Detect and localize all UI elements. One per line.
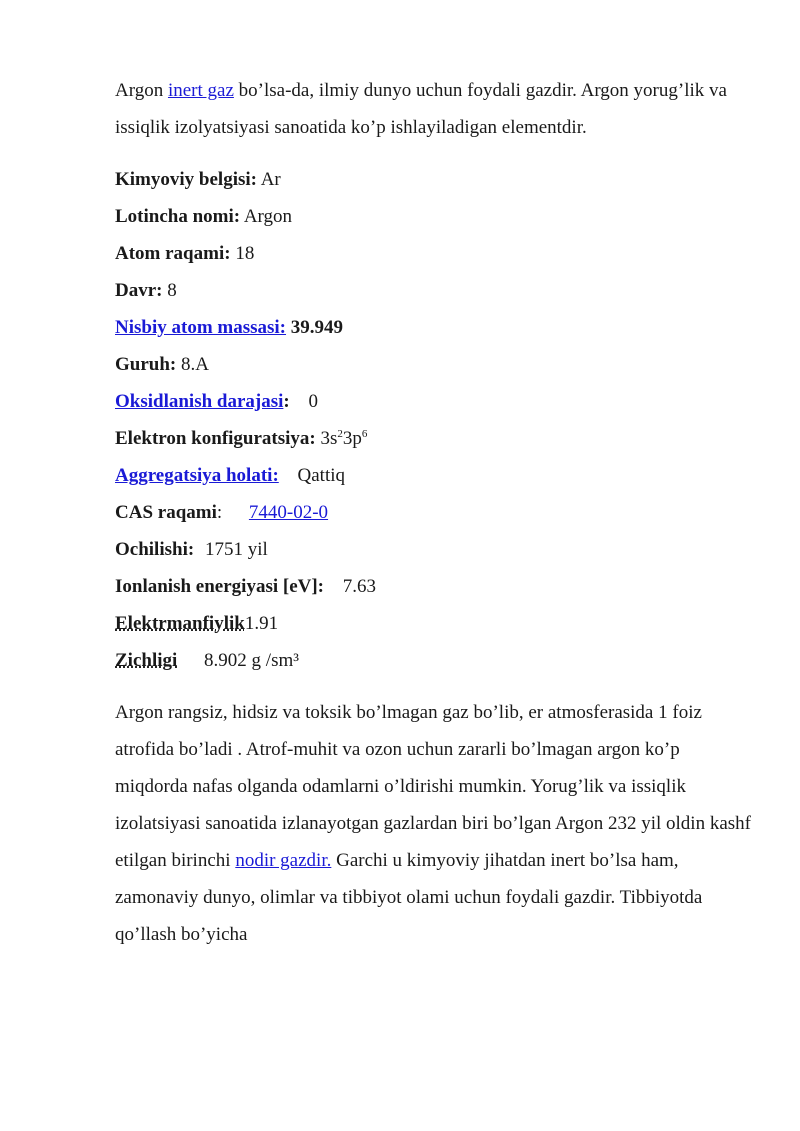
intro-text-end: bo’lsa-da, ilmiy dunyo uchun foydali gazdir. Argon yorug’lik va issiqlik izolyatsiyasi sanoatida ko’p ishlayiladigan elementdir.: [115, 80, 727, 138]
property-group: [115, 346, 755, 383]
body-text-end: Garchi u kimyoviy jihatdan inert bo’lsa ham, zamonaviy dunyo, olimlar va tibbiyot olami uchun foydali gazdir. Tibbiyotda qo’llash bo’yicha: [115, 850, 703, 945]
symbol-value: Ar: [260, 169, 281, 190]
electron-configuration-value: [321, 428, 368, 449]
property-aggregation-state: [115, 457, 755, 494]
properties-list: [115, 161, 755, 679]
oxidation-state-link[interactable]: Oksidlanish darajasi: [115, 391, 284, 412]
density-value: 8.902 g /sm³: [204, 650, 299, 671]
ionization-energy-value: 7.63: [342, 576, 376, 597]
property-electronegativity: [115, 605, 755, 642]
body-text-start: Argon rangsiz, hidsiz va toksik bo’lmagan gaz bo’lib, er atmosferasida 1 foiz atrofida bo’ladi . Atrof-muhit va ozon uchun zararli bo’lmagan argon ko’p miqdorda nafas olganda odamlarni o’ldirishi mumkin. Yorug’lik va issiqlik izolatsiyasi sanoatida izlanayotgan gazlardan biri bo’lgan Argon 232 yil oldin kashf etilgan birinchi: [115, 702, 751, 871]
inert-gaz-link[interactable]: inert gaz: [167, 80, 234, 101]
group-label: Guruh:: [115, 354, 177, 375]
discovery-label: Ochilishi:: [115, 539, 195, 560]
atomic-mass-link[interactable]: Nisbiy atom massasi:: [115, 317, 287, 338]
aggregation-state-value: Qattiq: [297, 465, 346, 486]
electronegativity-label: Elektrmanfiylik: [115, 613, 245, 634]
property-cas-number: [115, 494, 755, 531]
electron-configuration-label: Elektron konfiguratsiya:: [115, 428, 316, 449]
property-symbol: [115, 161, 755, 198]
property-latin-name: [115, 198, 755, 235]
property-ionization-energy: [115, 568, 755, 605]
electron-subshell-s-count: 2: [337, 428, 343, 440]
property-electron-configuration: [115, 420, 755, 457]
period-label: Davr:: [115, 280, 163, 301]
property-atomic-mass: [115, 309, 755, 346]
period-value: 8: [167, 280, 177, 301]
aggregation-state-link[interactable]: Aggregatsiya holati:: [115, 465, 279, 486]
group-value: 8.A: [181, 354, 209, 375]
latin-name-label: Lotincha nomi:: [115, 206, 241, 227]
atomic-number-value: 18: [235, 243, 255, 264]
ionization-energy-label: Ionlanish energiyasi [eV]:: [115, 576, 324, 597]
property-density: [115, 642, 755, 679]
property-period: [115, 272, 755, 309]
body-paragraph: [115, 694, 755, 953]
property-discovery: [115, 531, 755, 568]
atomic-mass-value: 39.949: [290, 317, 344, 338]
discovery-value: 1751 yil: [204, 539, 268, 560]
cas-number-label: CAS raqami: [115, 502, 217, 523]
cas-number-colon: :: [216, 502, 223, 523]
oxidation-state-value: 0: [308, 391, 318, 412]
cas-number-link[interactable]: 7440-02-0: [248, 502, 329, 523]
oxidation-state-colon: :: [283, 391, 290, 412]
electron-subshell-s: 3s: [320, 428, 338, 449]
electron-subshell-p-count: 6: [361, 428, 368, 440]
intro-text-start: Argon: [115, 80, 168, 101]
property-atomic-number: [115, 235, 755, 272]
electron-subshell-p: 3p: [342, 428, 362, 449]
electronegativity-value: 1.91: [244, 613, 279, 634]
atomic-number-label: Atom raqami:: [115, 243, 231, 264]
document-page: [115, 72, 755, 953]
symbol-label: Kimyoviy belgisi:: [115, 169, 257, 190]
density-label: Zichligi: [115, 650, 178, 671]
latin-name-value: Argon: [243, 206, 293, 227]
nodir-gazdir-link[interactable]: nodir gazdir.: [235, 850, 332, 871]
intro-paragraph: [115, 72, 755, 146]
property-oxidation-state: [115, 383, 755, 420]
